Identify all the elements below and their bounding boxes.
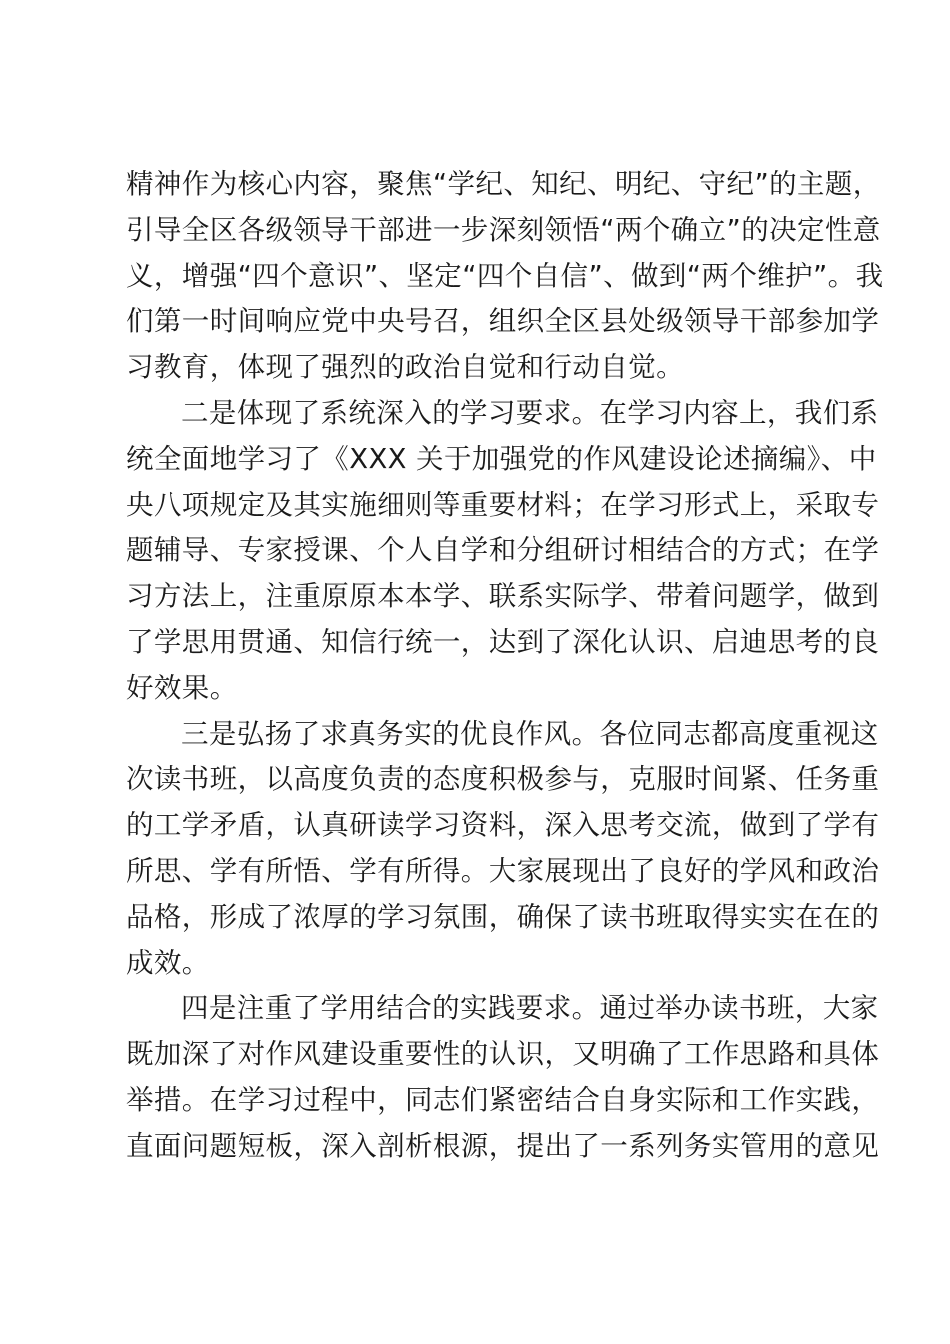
text-line: 好效果。 bbox=[126, 671, 238, 704]
paragraph-4 bbox=[126, 986, 880, 1169]
text-line: 题辅导、专家授课、个人自学和分组研讨相结合的方式；在学 bbox=[126, 534, 880, 567]
text-line: 的工学矛盾，认真研读学习资料，深入思考交流，做到了学有 bbox=[126, 809, 880, 842]
paragraph-3 bbox=[126, 712, 880, 987]
text-line: 品格，形成了浓厚的学习氛围，确保了读书班取得实实在在的 bbox=[126, 900, 880, 933]
text-line: 统全面地学习了《XXX 关于加强党的作风建设论述摘编》、中 bbox=[126, 442, 877, 475]
text-line: 了学思用贯通、知信行统一，达到了深化认识、启迪思考的良 bbox=[126, 625, 880, 658]
text-line: 习方法上，注重原原本本学、联系实际学、带着问题学，做到 bbox=[126, 580, 880, 613]
text-line: 义，增强“四个意识”、坚定“四个自信”、做到“两个维护”。我 bbox=[126, 259, 884, 292]
paragraph-1 bbox=[126, 162, 884, 391]
body-text bbox=[126, 162, 884, 1170]
paragraph-2 bbox=[126, 391, 880, 712]
text-line: 四是注重了学用结合的实践要求。通过举办读书班，大家 bbox=[181, 992, 879, 1025]
text-line: 二是体现了系统深入的学习要求。在学习内容上，我们系 bbox=[181, 396, 879, 429]
text-line: 习教育，体现了强烈的政治自觉和行动自觉。 bbox=[126, 351, 684, 384]
text-line: 既加深了对作风建设重要性的认识，又明确了工作思路和具体 bbox=[126, 1038, 880, 1071]
text-line: 央八项规定及其实施细则等重要材料；在学习形式上，采取专 bbox=[126, 488, 880, 521]
text-line: 成效。 bbox=[126, 946, 210, 979]
text-line: 次读书班，以高度负责的态度积极参与，克服时间紧、任务重 bbox=[126, 763, 880, 796]
text-line: 引导全区各级领导干部进一步深刻领悟“两个确立”的决定性意 bbox=[126, 213, 881, 246]
text-line: 举措。在学习过程中，同志们紧密结合自身实际和工作实践， bbox=[126, 1083, 880, 1116]
text-line: 们第一时间响应党中央号召，组织全区县处级领导干部参加学 bbox=[126, 305, 880, 338]
text-line: 所思、学有所悟、学有所得。大家展现出了良好的学风和政治 bbox=[126, 854, 880, 887]
text-line: 直面问题短板，深入剖析根源，提出了一系列务实管用的意见 bbox=[126, 1129, 880, 1162]
text-line: 精神作为核心内容，聚焦“学纪、知纪、明纪、守纪”的主题， bbox=[126, 168, 881, 200]
text-line: 三是弘扬了求真务实的优良作风。各位同志都高度重视这 bbox=[181, 717, 879, 750]
